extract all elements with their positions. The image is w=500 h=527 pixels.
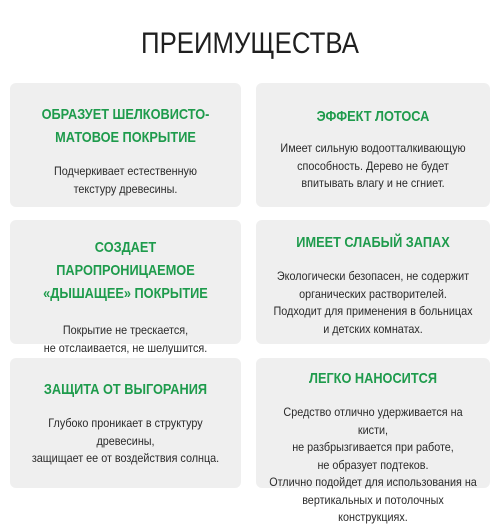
- card-title: ЛЕГКО НАНОСИТСЯ: [308, 370, 438, 387]
- card-title: ЗАЩИТА ОТ ВЫГОРАНИЯ: [43, 381, 208, 398]
- advantage-card-lotus-effect: [256, 83, 490, 207]
- card-title: ЭФФЕКТ ЛОТОСА: [316, 108, 430, 125]
- card-title: СОЗДАЕТ ПАРОПРОНИЦАЕМОЕ «ДЫШАЩЕЕ» ПОКРЫТИЕ: [43, 239, 208, 302]
- card-description: Глубоко проникает в структуру древесины, защищает ее от воздействия солнца.: [31, 416, 220, 465]
- advantage-card-fade-protection: [10, 358, 241, 488]
- advantage-card-matte-finish: [10, 83, 241, 207]
- card-description: Имеет сильную водоотталкивающую способность. Дерево не будет впитывать влагу и не сгниет.: [280, 141, 466, 190]
- advantage-card-low-odor: [256, 220, 490, 344]
- card-description: Покрытие не трескается, не отслаивается, не шелушится.: [43, 323, 208, 355]
- card-title: ОБРАЗУЕТ ШЕЛКОВИСТО- МАТОВОЕ ПОКРЫТИЕ: [41, 106, 210, 146]
- advantage-card-breathable: [10, 220, 241, 355]
- advantage-card-easy-application: [256, 358, 490, 524]
- page-title: ПРЕИМУЩЕСТВА: [141, 27, 359, 60]
- card-description: Экологически безопасен, не содержит органических растворителей. Подходит для применения в больницах и детских комнатах.: [273, 269, 473, 336]
- card-description: Подчеркивает естественную текстуру древесины.: [53, 164, 198, 196]
- card-description: Средство отлично удерживается на кисти, не разбрызгивается при работе, не образует подтеков. Отлично подойдет для использования на вертикальных и потолочных конструкциях.: [269, 405, 477, 524]
- card-title: ИМЕЕТ СЛАБЫЙ ЗАПАХ: [296, 234, 450, 251]
